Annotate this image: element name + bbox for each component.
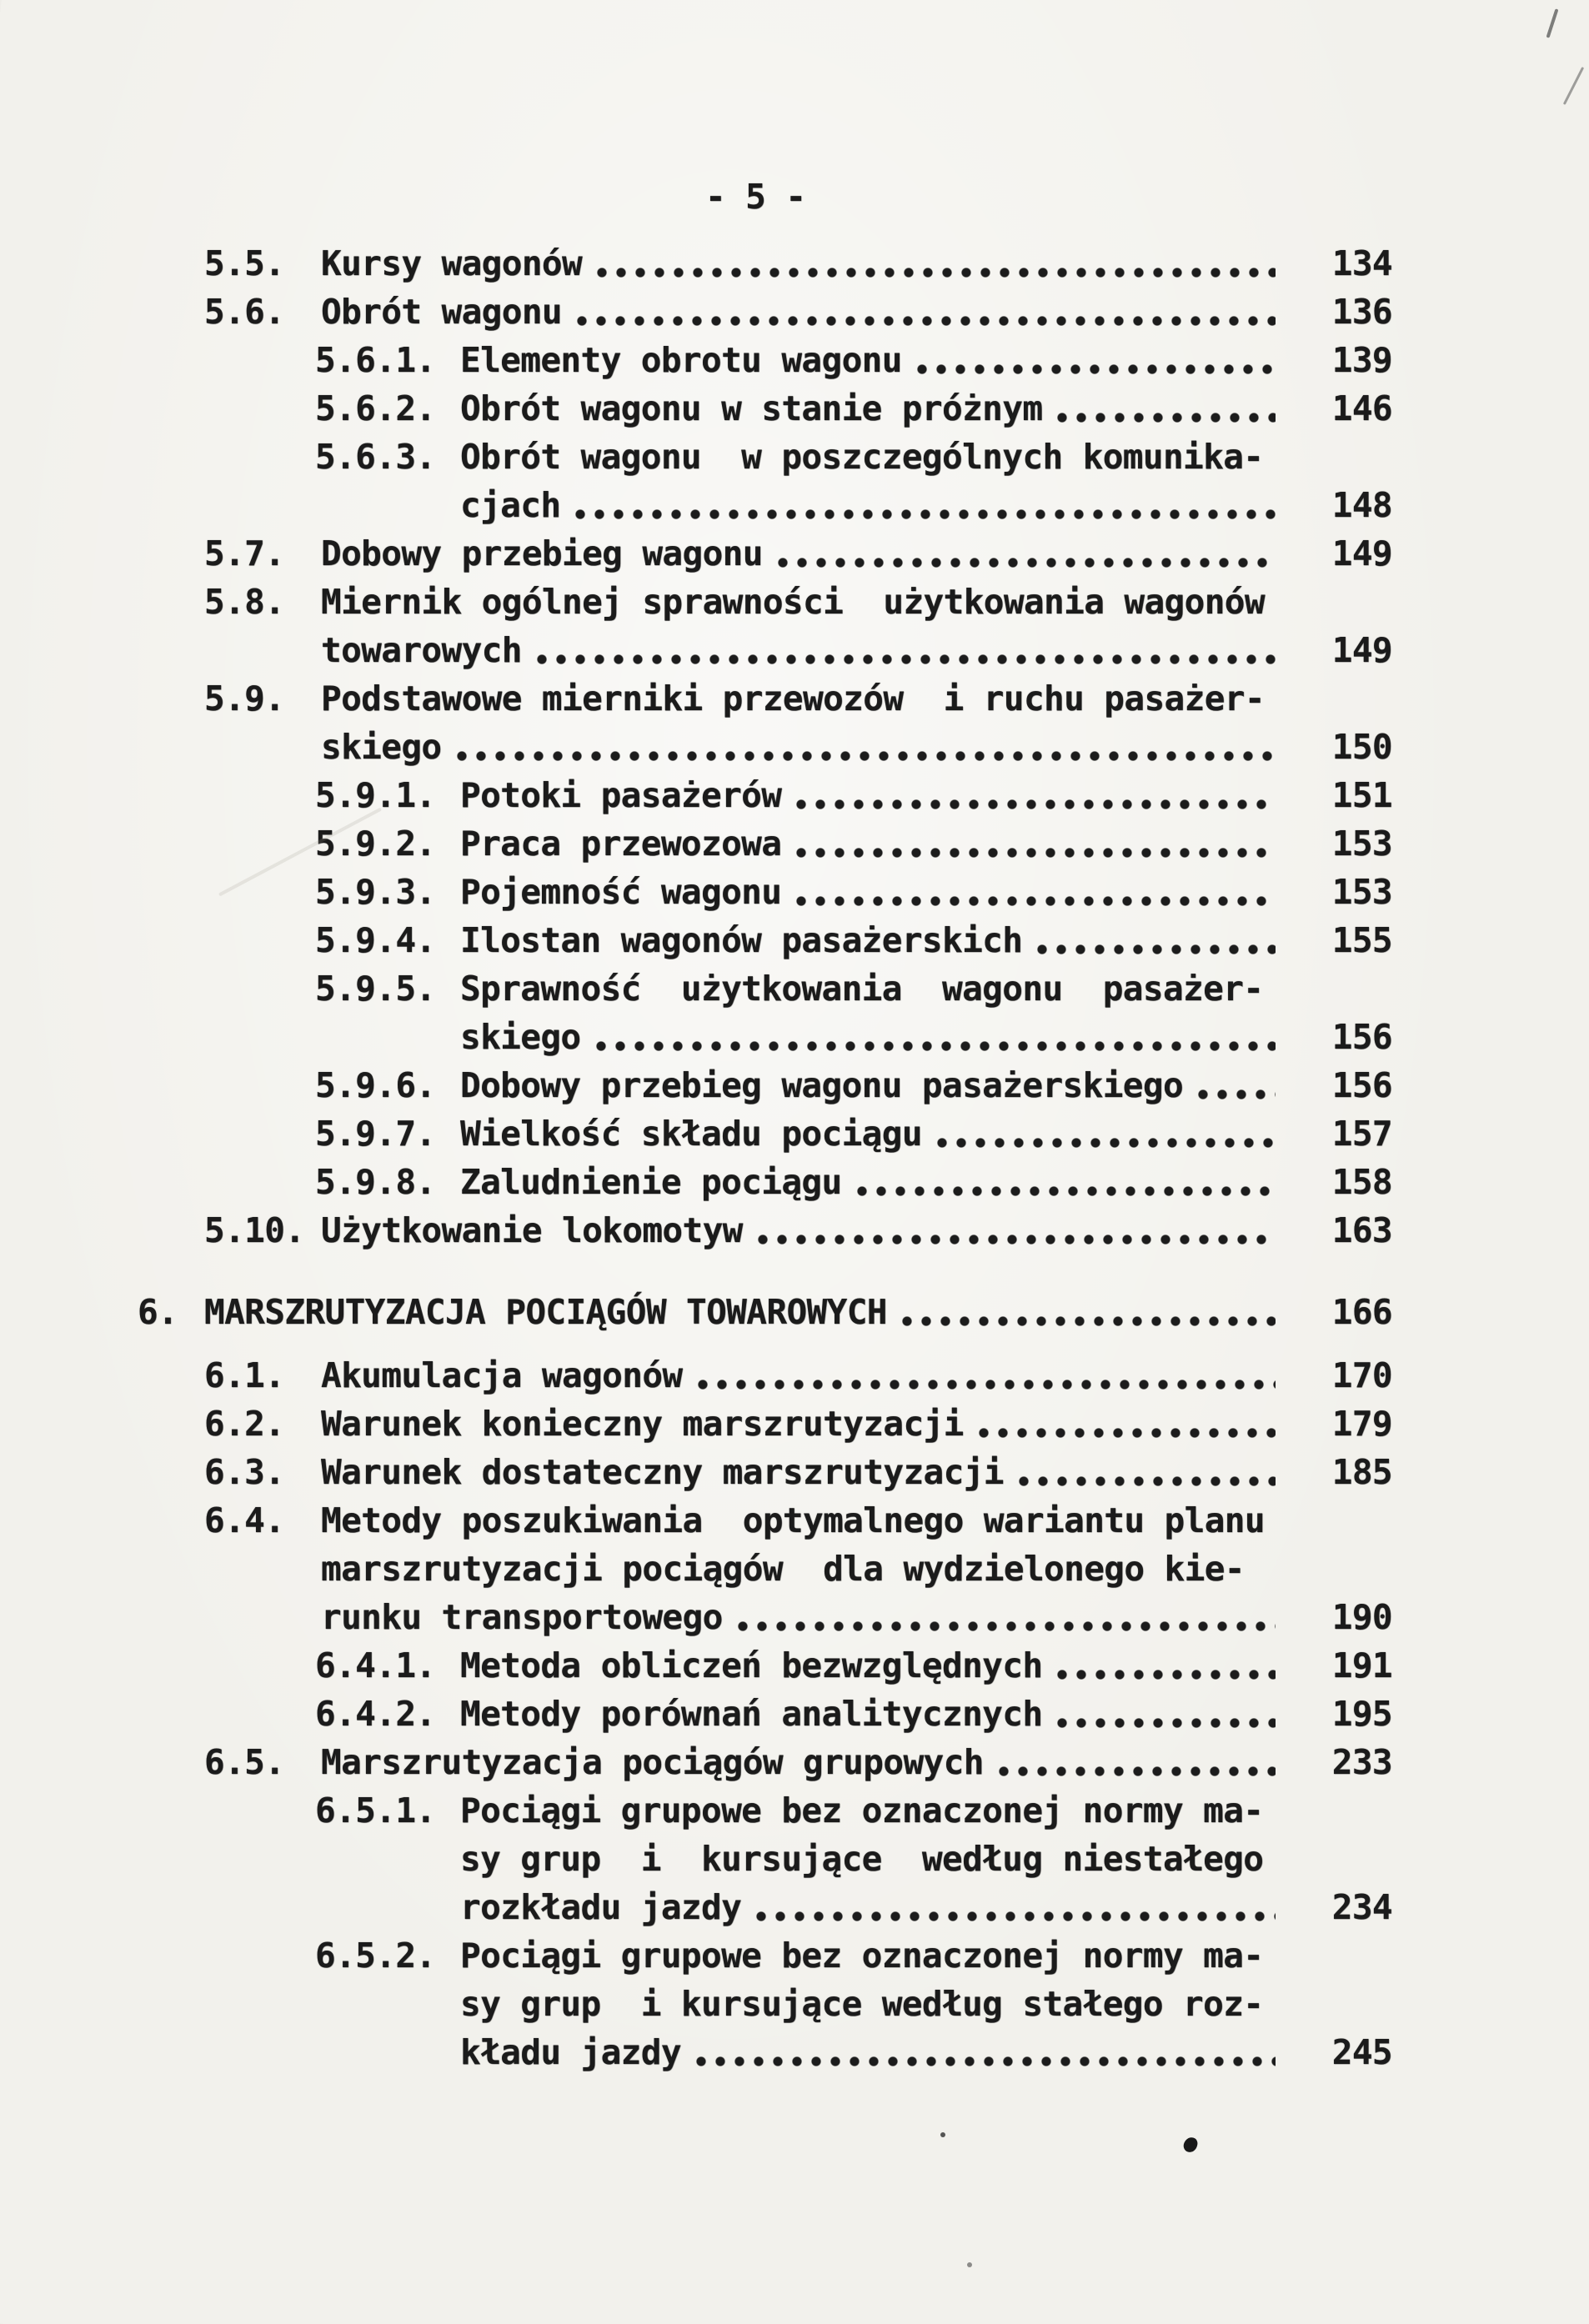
toc-line — [0, 969, 1589, 1017]
toc-entry — [0, 292, 1589, 340]
dot-leader — [738, 1620, 1276, 1632]
entry-number: 5.10. — [204, 1210, 305, 1250]
toc-entry — [0, 243, 1589, 292]
page-number: 170 — [1331, 1355, 1392, 1395]
toc-line — [0, 2032, 1589, 2081]
page-number: 134 — [1331, 243, 1392, 283]
ink-blot — [1182, 2136, 1199, 2153]
dot-leader — [577, 314, 1276, 327]
entry-text: MARSZRUTYZACJA POCIĄGÓW TOWAROWYCH — [204, 1292, 887, 1332]
dot-leader — [1057, 1668, 1276, 1680]
dot-leader — [999, 1765, 1276, 1777]
toc-entry — [0, 1162, 1589, 1210]
toc-line — [0, 727, 1589, 775]
page-number: 233 — [1331, 1742, 1392, 1782]
toc-entry — [0, 1114, 1589, 1162]
entry-text: Zaludnienie pociągu — [460, 1162, 842, 1202]
toc-line — [0, 630, 1589, 679]
toc-line — [0, 1839, 1589, 1887]
entry-number: 5.6.1. — [315, 340, 436, 380]
entry-text: skiego — [460, 1017, 581, 1057]
entry-number: 6.4.2. — [315, 1694, 436, 1734]
entry-number: 5.6.3. — [315, 437, 436, 477]
page-number: 136 — [1331, 292, 1392, 332]
toc-line — [0, 1549, 1589, 1597]
entry-text: Warunek dostateczny marszrutyzacji — [321, 1452, 1004, 1492]
entry-text: Pociągi grupowe bez oznaczonej normy ma- — [460, 1936, 1264, 1976]
toc-line — [0, 485, 1589, 533]
toc-line — [0, 1355, 1589, 1404]
toc-entry — [0, 1645, 1589, 1694]
toc-entry — [0, 679, 1589, 775]
dot-leader — [457, 749, 1276, 762]
dot-leader — [857, 1185, 1276, 1197]
toc-entry — [0, 1742, 1589, 1791]
toc-line — [0, 1936, 1589, 1984]
entry-number: 5.9.8. — [315, 1162, 436, 1202]
page-number: 150 — [1331, 727, 1392, 767]
page-number: 185 — [1331, 1452, 1392, 1492]
dot-leader — [596, 1039, 1276, 1052]
toc-entry — [0, 1355, 1589, 1404]
entry-number: 5.9.3. — [315, 872, 436, 912]
page-number: 153 — [1331, 872, 1392, 912]
page-number: 156 — [1331, 1065, 1392, 1105]
entry-text: Potoki pasażerów — [460, 775, 782, 815]
entry-text: Warunek konieczny marszrutyzacji — [321, 1404, 964, 1444]
entry-text: Podstawowe mierniki przewozów i ruchu pasażer- — [321, 679, 1265, 719]
entry-number: 6. — [138, 1292, 178, 1332]
dot-leader — [796, 798, 1276, 810]
entry-text: rozkładu jazdy — [460, 1887, 742, 1927]
page-number: 149 — [1331, 630, 1392, 670]
entry-text: Obrót wagonu w poszczególnych komunika- — [460, 437, 1264, 477]
dot-leader — [1198, 1088, 1276, 1100]
toc-entry — [0, 533, 1589, 582]
toc-entry — [0, 1694, 1589, 1742]
toc-entry — [0, 1791, 1589, 1936]
dot-leader — [937, 1136, 1276, 1149]
entry-number: 5.9. — [204, 679, 285, 719]
page-number: 166 — [1331, 1292, 1392, 1332]
toc-entry — [0, 437, 1589, 533]
toc-line — [0, 1162, 1589, 1210]
page-number: 157 — [1331, 1114, 1392, 1154]
dot-leader — [537, 653, 1276, 665]
toc-line — [0, 1065, 1589, 1114]
entry-number: 6.5.2. — [315, 1936, 436, 1976]
entry-text: sy grup i kursujące według niestałego — [460, 1839, 1264, 1879]
toc-line — [0, 1017, 1589, 1065]
toc-line — [0, 388, 1589, 437]
toc-line — [0, 1742, 1589, 1791]
toc-line — [0, 775, 1589, 824]
dot-leader — [979, 1426, 1276, 1439]
entry-text: skiego — [321, 727, 442, 767]
page-header — [0, 0, 1589, 225]
toc-line — [0, 437, 1589, 485]
toc-line — [0, 1694, 1589, 1742]
toc-entry — [0, 824, 1589, 872]
page-number: 151 — [1331, 775, 1392, 815]
toc-line — [0, 824, 1589, 872]
page-number: 163 — [1331, 1210, 1392, 1250]
toc-line — [0, 1500, 1589, 1549]
dot-leader — [778, 556, 1276, 568]
entry-number: 6.3. — [204, 1452, 285, 1492]
page-number: 191 — [1331, 1645, 1392, 1685]
toc-entry — [0, 872, 1589, 920]
entry-text: cjach — [460, 485, 561, 525]
toc-entry — [0, 1292, 1589, 1340]
entry-text: Kursy wagonów — [321, 243, 583, 283]
page-number: 179 — [1331, 1404, 1392, 1444]
dot-leader — [796, 894, 1276, 907]
entry-number: 6.5.1. — [315, 1791, 436, 1831]
page-number: 146 — [1331, 388, 1392, 428]
dot-leader — [1037, 943, 1276, 955]
dot-leader — [902, 1315, 1276, 1327]
page-number: 234 — [1331, 1887, 1392, 1927]
entry-text: runku transportowego — [321, 1597, 723, 1637]
dot-leader — [696, 2055, 1276, 2067]
toc-line — [0, 1597, 1589, 1645]
entry-text: Wielkość składu pociągu — [460, 1114, 922, 1154]
dot-leader — [917, 363, 1276, 375]
entry-number: 5.9.6. — [315, 1065, 436, 1105]
entry-text: Metoda obliczeń bezwzględnych — [460, 1645, 1043, 1685]
entry-number: 6.1. — [204, 1355, 285, 1395]
entry-number: 5.9.2. — [315, 824, 436, 864]
toc-entry — [0, 388, 1589, 437]
toc-entry — [0, 1404, 1589, 1452]
entry-number: 5.6.2. — [315, 388, 436, 428]
toc-line — [0, 582, 1589, 630]
entry-number: 5.9.5. — [315, 969, 436, 1009]
page-number: 156 — [1331, 1017, 1392, 1057]
toc-line — [0, 1645, 1589, 1694]
ink-speck — [967, 2262, 972, 2267]
page-number-marker: - 5 - — [705, 177, 806, 217]
entry-text: Marszrutyzacja pociągów grupowych — [321, 1742, 984, 1782]
entry-text: Ilostan wagonów pasażerskich — [460, 920, 1023, 960]
entry-number: 6.5. — [204, 1742, 285, 1782]
entry-text: Akumulacja wagonów — [321, 1355, 683, 1395]
toc-line — [0, 533, 1589, 582]
dot-leader — [1057, 1716, 1276, 1729]
toc-line — [0, 679, 1589, 727]
page-number: 155 — [1331, 920, 1392, 960]
page-number: 195 — [1331, 1694, 1392, 1734]
page-number: 190 — [1331, 1597, 1392, 1637]
entry-text: Elementy obrotu wagonu — [460, 340, 902, 380]
entry-number: 6.2. — [204, 1404, 285, 1444]
entry-text: Dobowy przebieg wagonu — [321, 533, 763, 573]
entry-number: 5.9.1. — [315, 775, 436, 815]
entry-text: Metody porównań analitycznych — [460, 1694, 1043, 1734]
entry-text: Dobowy przebieg wagonu pasażerskiego — [460, 1065, 1184, 1105]
toc-line — [0, 292, 1589, 340]
toc-entry — [0, 775, 1589, 824]
entry-text: Sprawność użytkowania wagonu pasażer- — [460, 969, 1264, 1009]
entry-text: sy grup i kursujące według stałego roz- — [460, 1984, 1264, 2024]
entry-text: Obrót wagonu w stanie próżnym — [460, 388, 1043, 428]
entry-text: Pojemność wagonu — [460, 872, 782, 912]
entry-text: towarowych — [321, 630, 522, 670]
toc-line — [0, 340, 1589, 388]
entry-text: kładu jazdy — [460, 2032, 681, 2072]
dot-leader — [756, 1910, 1276, 1922]
dot-leader — [1019, 1475, 1276, 1487]
page-number: 139 — [1331, 340, 1392, 380]
page-number: 158 — [1331, 1162, 1392, 1202]
toc-entry — [0, 340, 1589, 388]
toc-entry — [0, 1065, 1589, 1114]
ink-speck — [940, 2132, 945, 2137]
toc-line — [0, 1984, 1589, 2032]
toc-line — [0, 1452, 1589, 1500]
entry-text: Miernik ogólnej sprawności użytkowania wagonów — [321, 582, 1265, 622]
entry-number: 6.4.1. — [315, 1645, 436, 1685]
toc-entry — [0, 1452, 1589, 1500]
dot-leader — [758, 1233, 1276, 1245]
entry-number: 5.8. — [204, 582, 285, 622]
toc-entry — [0, 582, 1589, 679]
toc-line — [0, 1292, 1589, 1340]
dot-leader — [796, 846, 1276, 859]
entry-number: 5.7. — [204, 533, 285, 573]
dot-leader — [698, 1378, 1276, 1390]
toc-entry — [0, 969, 1589, 1065]
entry-text: marszrutyzacji pociągów dla wydzielonego kie- — [321, 1549, 1245, 1589]
toc-list — [0, 243, 1589, 2081]
entry-text: Metody poszukiwania optymalnego wariantu planu — [321, 1500, 1265, 1540]
entry-text: Użytkowanie lokomotyw — [321, 1210, 743, 1250]
page-number: 153 — [1331, 824, 1392, 864]
page-number: 245 — [1331, 2032, 1392, 2072]
entry-number: 6.4. — [204, 1500, 285, 1540]
toc-entry — [0, 1500, 1589, 1645]
dot-leader — [597, 266, 1276, 278]
toc-line — [0, 1791, 1589, 1839]
toc-entry — [0, 920, 1589, 969]
toc-line — [0, 1404, 1589, 1452]
entry-number: 5.5. — [204, 243, 285, 283]
dot-leader — [1057, 411, 1276, 423]
entry-number: 5.9.7. — [315, 1114, 436, 1154]
toc-line — [0, 872, 1589, 920]
toc-line — [0, 1210, 1589, 1259]
toc-line — [0, 1114, 1589, 1162]
page-number: 149 — [1331, 533, 1392, 573]
toc-line — [0, 920, 1589, 969]
page-number: 148 — [1331, 485, 1392, 525]
entry-text: Pociągi grupowe bez oznaczonej normy ma- — [460, 1791, 1264, 1831]
toc-entry — [0, 1936, 1589, 2081]
entry-text: Praca przewozowa — [460, 824, 782, 864]
entry-text: Obrót wagonu — [321, 292, 563, 332]
entry-number: 5.6. — [204, 292, 285, 332]
toc-line — [0, 243, 1589, 292]
toc-entry — [0, 1210, 1589, 1259]
entry-number: 5.9.4. — [315, 920, 436, 960]
dot-leader — [575, 508, 1276, 520]
toc-line — [0, 1887, 1589, 1936]
